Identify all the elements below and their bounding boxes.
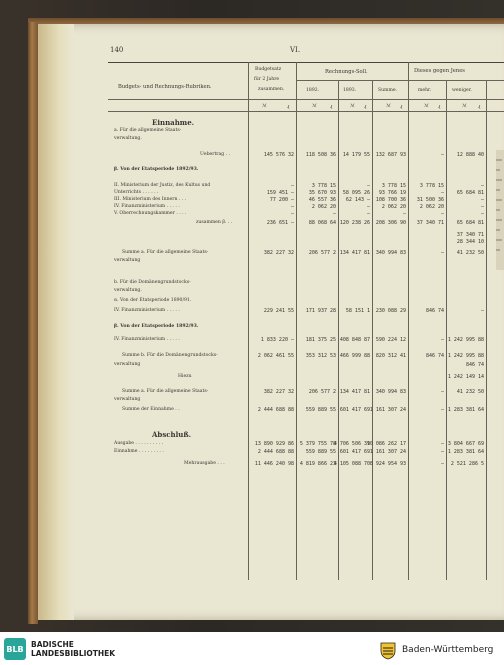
cell-budget: — — [290, 183, 294, 189]
row-label: Summe b. Für die Domänengrundstocks- — [122, 353, 218, 358]
unit-pf: ₰ — [400, 105, 403, 110]
header-budget-1: Budgetsatz — [255, 67, 282, 72]
cell-weniger: 65 684 81 — [456, 190, 484, 196]
col-divider-mehr — [408, 62, 409, 580]
cell-mehr: — — [440, 190, 444, 196]
header-budget-3: zusammen. — [258, 87, 285, 92]
cell-summe: 1 161 307 24 — [369, 449, 406, 455]
row-label: Summe a. Für die allgemeine Staats- — [122, 389, 209, 394]
cell-mehr: — — [440, 449, 444, 455]
unit-mark: ℳ — [350, 104, 355, 109]
cell-mehr: — — [440, 211, 444, 217]
row-label: V. Oberrechnungskammer . . . . — [114, 211, 187, 216]
library-name-line2: LANDESBIBLIOTHEK — [31, 649, 116, 658]
state-name: Baden-Württemberg — [402, 645, 494, 655]
cell-y1892: 559 889 55 — [305, 407, 336, 413]
cell-weniger: 2 521 286 5 — [450, 461, 484, 467]
header-rechnungs-soll: Rechnungs-Soll. — [325, 69, 368, 75]
cell-y1893: — — [366, 204, 370, 210]
cell-budget: 229 241 55 — [263, 308, 294, 314]
header-dieses-gegen-jenes: Dieses gegen Jenes — [414, 68, 465, 74]
cell-y1893: 14 179 55 — [342, 152, 370, 158]
row-label: zusammen β. . . — [196, 220, 233, 225]
row-label: Unterrichts . . . . . . — [114, 190, 159, 195]
cell-y1892: — — [332, 211, 336, 217]
cell-y1892: 559 889 55 — [305, 449, 336, 455]
row-label: α. Von der Etatsperiode 1890/91. — [114, 298, 192, 303]
cell-mehr: — — [440, 461, 444, 467]
row-label: Einnahme . . . . . . . . . — [114, 449, 164, 454]
cell-y1892: 181 375 25 — [305, 337, 336, 343]
cell-weniger: 3 804 667 69 — [447, 441, 484, 447]
cell-mehr: — — [440, 441, 444, 447]
cell-budget: 13 890 929 86 — [254, 441, 294, 447]
cell-y1893: 601 417 69 — [339, 407, 370, 413]
cell-weniger: 1 283 381 64 — [447, 449, 484, 455]
row-label: a. Für die allgemeine Staats- — [114, 128, 182, 133]
cell-y1892: 171 937 28 — [305, 308, 336, 314]
cell-weniger: 12 888 40 — [456, 152, 484, 158]
table-top-rule — [108, 62, 504, 63]
page-gutter — [38, 24, 74, 620]
header-1892: 1892. — [306, 88, 320, 93]
row-label: verwaltung — [114, 362, 141, 367]
cell-mehr: 37 340 71 — [416, 220, 444, 226]
cell-weniger: — — [480, 211, 484, 217]
cell-y1893: 134 417 81 — [339, 250, 370, 256]
col-divider-budget — [248, 62, 249, 580]
section-number: VI. — [290, 46, 301, 54]
col-divider-1893 — [338, 80, 339, 580]
row-label: III. Ministerium des Innern . . . — [114, 197, 187, 202]
row-label: IV. Finanzministerium . . . . . — [114, 204, 180, 209]
row-label: verwaltung — [114, 397, 141, 402]
cell-y1892: 5 379 755 78 — [299, 441, 336, 447]
cell-summe: 108 700 36 — [375, 197, 406, 203]
cell-weniger-extra: 846 74 — [465, 362, 484, 368]
row-label: β. Von der Etatsperiode 1892/93. — [114, 167, 199, 172]
unit-pf: ₰ — [330, 105, 333, 110]
cell-mehr: 3 778 15 — [419, 183, 444, 189]
cell-budget: 145 576 32 — [263, 152, 294, 158]
header-summe: Summe. — [378, 88, 397, 93]
unit-mark: ℳ — [312, 104, 317, 109]
row-label: IV. Finanzministerium . . . . . — [114, 308, 180, 313]
cell-mehr: — — [440, 407, 444, 413]
cell-y1893: 4 706 506 39 — [333, 441, 370, 447]
cell-summe: 10 086 262 17 — [366, 441, 406, 447]
row-label: Abschluß. — [152, 430, 192, 439]
cell-y1892: 206 577 2 — [308, 389, 336, 395]
cell-y1893: 62 143 — — [345, 197, 370, 203]
unit-rule — [108, 111, 504, 112]
cell-weniger-extra: 28 344 10 — [456, 239, 484, 245]
cell-y1893: 466 999 88 — [339, 353, 370, 359]
unit-pf: ₰ — [478, 105, 481, 110]
cell-weniger: — — [480, 197, 484, 203]
cell-weniger: 41 232 50 — [456, 389, 484, 395]
row-label: β. Von der Etatsperiode 1892/93. — [114, 324, 199, 329]
cell-weniger-extra: 37 340 71 — [456, 232, 484, 238]
cell-budget: 2 444 688 88 — [257, 449, 294, 455]
cell-weniger-extra: 1 242 149 14 — [447, 374, 484, 380]
cell-mehr: 2 062 20 — [419, 204, 444, 210]
col-divider-1892 — [296, 62, 297, 580]
cell-budget: — — [290, 211, 294, 217]
row-label: Summe a. Für die allgemeine Staats- — [122, 250, 209, 255]
cell-y1892: 118 508 36 — [305, 152, 336, 158]
cell-budget: 382 227 32 — [263, 250, 294, 256]
cell-summe: 2 062 20 — [381, 204, 406, 210]
cell-budget: 2 062 461 55 — [257, 353, 294, 359]
cell-budget: — — [290, 204, 294, 210]
row-label: verwaltung — [114, 258, 141, 263]
soll-sub-rule — [296, 80, 408, 81]
row-label: Uebertrag . . — [200, 152, 231, 157]
cell-summe: 340 994 83 — [375, 250, 406, 256]
cell-summe: 8 924 954 93 — [369, 461, 406, 467]
row-label: IV. Finanzministerium . . . . . — [114, 337, 180, 342]
book-spine-edge — [28, 22, 38, 624]
cell-summe: 1 161 307 24 — [369, 407, 406, 413]
cell-budget: 382 227 32 — [263, 389, 294, 395]
cell-y1893: 120 238 26 — [339, 220, 370, 226]
cell-budget: 11 446 240 98 — [254, 461, 294, 467]
cell-y1893: 58 151 1 — [345, 308, 370, 314]
header-1893: 1893. — [343, 88, 357, 93]
cell-mehr: 846 74 — [425, 308, 444, 314]
cell-summe: — — [402, 211, 406, 217]
cell-budget: 1 833 220 — — [260, 337, 294, 343]
cell-budget: 77 200 — — [269, 197, 294, 203]
cell-budget: 159 451 — — [266, 190, 294, 196]
unit-mark: ℳ — [462, 104, 467, 109]
cell-y1892: 4 819 866 23 — [299, 461, 336, 467]
col-divider-weniger — [446, 80, 447, 580]
cell-summe: 208 306 90 — [375, 220, 406, 226]
blb-logo: BLB — [4, 638, 26, 660]
col-divider-summe — [372, 80, 373, 580]
header-rule — [108, 99, 504, 100]
cell-budget: 2 444 688 88 — [257, 407, 294, 413]
unit-pf: ₰ — [438, 105, 441, 110]
cell-summe: 93 766 19 — [378, 190, 406, 196]
cell-summe: 340 994 83 — [375, 389, 406, 395]
cell-weniger: 41 232 50 — [456, 250, 484, 256]
row-label: Hiezu — [178, 374, 192, 379]
library-name — [31, 640, 115, 658]
cell-y1892: 3 778 15 — [311, 183, 336, 189]
unit-pf: ₰ — [364, 105, 367, 110]
cell-y1892: 35 670 93 — [308, 190, 336, 196]
cell-summe: 230 088 29 — [375, 308, 406, 314]
unit-mark: ℳ — [262, 104, 267, 109]
row-label: Summe der Einnahme . . — [122, 407, 180, 412]
cell-y1892: 206 577 2 — [308, 250, 336, 256]
cell-summe: 820 312 41 — [375, 353, 406, 359]
row-label: Ausgabe . . . . . . . . . . — [114, 441, 164, 446]
library-name-line1: BADISCHE — [31, 640, 74, 649]
cell-weniger: 1 242 995 88 — [447, 353, 484, 359]
cell-y1893: 58 095 26 — [342, 190, 370, 196]
cell-y1893: 134 417 81 — [339, 389, 370, 395]
cell-mehr: 846 74 — [425, 353, 444, 359]
header-mehr: mehr. — [418, 88, 432, 93]
cell-y1892: 88 068 64 — [308, 220, 336, 226]
cell-y1892: 353 312 53 — [305, 353, 336, 359]
cell-mehr: — — [440, 152, 444, 158]
cell-weniger: — — [480, 183, 484, 189]
cell-y1893: 4 105 088 70 — [333, 461, 370, 467]
row-label: Einnahme. — [152, 118, 195, 127]
col-divider-end — [486, 80, 487, 580]
cell-mehr: — — [440, 389, 444, 395]
cell-weniger: — — [480, 204, 484, 210]
cell-summe: 132 687 93 — [375, 152, 406, 158]
row-label: Mehrausgabe . . . — [184, 461, 225, 466]
cell-weniger: — — [480, 308, 484, 314]
cell-y1892: 46 557 36 — [308, 197, 336, 203]
cell-y1893: 601 417 69 — [339, 449, 370, 455]
scale-ruler — [496, 150, 504, 270]
header-weniger: weniger. — [452, 88, 472, 93]
cell-mehr: — — [440, 250, 444, 256]
unit-mark: ℳ — [424, 104, 429, 109]
cell-summe: 590 224 12 — [375, 337, 406, 343]
unit-pf: ₰ — [287, 105, 290, 110]
cell-y1892: 2 062 20 — [311, 204, 336, 210]
header-rubric: Budgets- und Rechnungs-Rubriken. — [118, 84, 212, 90]
cell-y1893: — — [366, 183, 370, 189]
cell-budget: 236 651 — — [266, 220, 294, 226]
cell-y1893: — — [366, 211, 370, 217]
row-label: verwaltung. — [114, 136, 142, 141]
row-label: b. Für die Domänengrundstocks- — [114, 280, 191, 285]
cell-weniger: 65 684 81 — [456, 220, 484, 226]
header-budget-2: für 2 Jahre — [254, 77, 280, 82]
cell-summe: 3 778 15 — [381, 183, 406, 189]
cell-weniger: 1 283 381 64 — [447, 407, 484, 413]
page-number: 140 — [110, 46, 124, 54]
cell-mehr: — — [440, 337, 444, 343]
row-label: verwaltung. — [114, 288, 142, 293]
cell-weniger: 1 242 995 88 — [447, 337, 484, 343]
cell-mehr: 31 500 36 — [416, 197, 444, 203]
row-label: II. Ministerium der Justiz, des Kultus und — [114, 183, 211, 188]
baden-wuerttemberg-crest-icon — [378, 640, 398, 660]
cell-y1893: 408 848 87 — [339, 337, 370, 343]
diff-sub-rule — [408, 80, 504, 81]
book-page — [38, 24, 504, 620]
unit-mark: ℳ — [386, 104, 391, 109]
